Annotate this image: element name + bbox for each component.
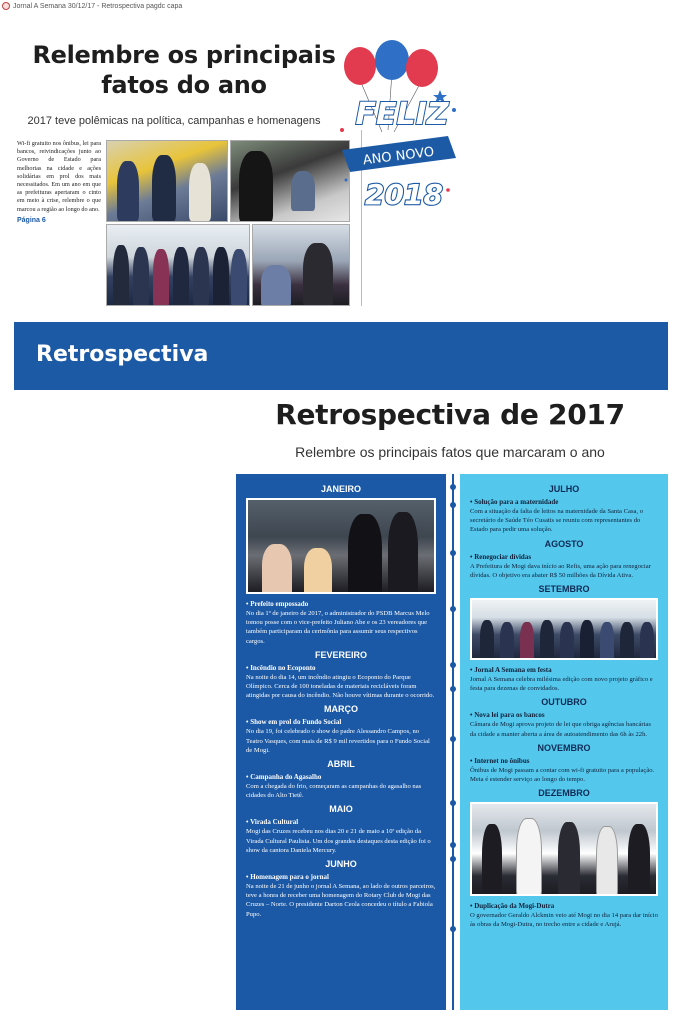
event-title: • Renegociar dívidas bbox=[470, 552, 532, 561]
cover-title bbox=[14, 40, 354, 100]
event-text: Mogi das Cruzes recebeu nos dias 20 e 21 de maio a 10ª edição da Virada Cultural Paulista. Um dos grandes destaques desta edição foi o show da cantora Daniela Mercury. bbox=[246, 828, 431, 854]
month-heading: AGOSTO bbox=[544, 538, 584, 549]
event-text: Ônibus de Mogi passam a contar com wi-fi gratuito para a população. Meta é estender serviço ao longo do tempo. bbox=[470, 766, 655, 784]
event-title: • Solução para a maternidade bbox=[470, 498, 559, 506]
event-title: • Campanha do Agasalho bbox=[246, 773, 322, 782]
browser-tab[interactable] bbox=[0, 0, 680, 12]
event-title: • Show em prol do Fundo Social bbox=[246, 718, 342, 727]
badge-feliz-text: FELIZ bbox=[355, 97, 449, 132]
timeline-left-column bbox=[236, 474, 446, 1010]
event-text: Câmara de Mogi aprova projeto de lei que obriga agências bancárias da cidade a manter aberta a área de autoatendimento das 6h às 22h. bbox=[470, 721, 651, 738]
timeline-dot bbox=[450, 484, 456, 490]
confetti-icon bbox=[340, 128, 344, 132]
photo-dezembro bbox=[470, 802, 658, 896]
event-text: No dia 1º de janeiro de 2017, o administrador do PSDB Marcus Melo tomou posse com o vice-prefeito Juliano Abe e os 23 vereadores que também participaram da cerimônia para assumir seus respectivos cargos. bbox=[246, 610, 430, 645]
timeline-dot bbox=[450, 856, 456, 862]
cover-page-link[interactable]: Página 6 bbox=[17, 217, 46, 224]
cover-title-line1: Relembre os principais bbox=[32, 41, 336, 69]
month-heading: DEZEMBRO bbox=[538, 788, 590, 799]
main-title: Retrospectiva de 2017 bbox=[275, 398, 625, 431]
section-band-title: Retrospectiva bbox=[36, 342, 209, 367]
timeline-dot bbox=[450, 926, 456, 932]
photo-janeiro bbox=[246, 498, 436, 594]
month-heading: MARÇO bbox=[324, 704, 358, 715]
event-text: O governador Geraldo Alckmin veio até Mogi no dia 14 para dar início às obras da Mogi-Dutra, no trecho entre a cidade e Arujá. bbox=[470, 912, 658, 929]
month-heading: JULHO bbox=[548, 484, 580, 494]
month-heading: SETEMBRO bbox=[538, 584, 590, 595]
event-title: • Incêndio no Ecoponto bbox=[246, 663, 316, 672]
event-text: A Prefeitura de Mogi dava início ao Refis, uma ação para renegociar dívidas. O objetivo era abater R$ 50 milhões da Dívida Ativa. bbox=[470, 562, 651, 579]
event-title: • Internet no ônibus bbox=[470, 756, 530, 765]
event-text: Com a chegada do frio, começaram as campanhas do agasalho nas cidades do Alto Tietê. bbox=[246, 783, 422, 800]
month-heading: MAIO bbox=[329, 804, 353, 815]
timeline-dot bbox=[450, 842, 456, 848]
timeline-dot bbox=[450, 502, 456, 508]
timeline-right-column bbox=[460, 474, 668, 1010]
photo-bus-wifi bbox=[106, 140, 228, 222]
event-text: No dia 19, foi celebrado o show do padre Alessandro Campos, no Teatro Vasques, com mais de R$ 9 mil revertidos para o Fundo Social de Mogi. bbox=[246, 728, 430, 754]
cover-subtitle: 2017 teve polêmicas na política, campanhas e homenagens bbox=[27, 115, 321, 127]
timeline-dot bbox=[450, 686, 456, 692]
event-title: • Duplicação da Mogi-Dutra bbox=[470, 902, 555, 911]
badge-year-text: 2018 bbox=[365, 178, 443, 211]
month-heading: NOVEMBRO bbox=[537, 742, 591, 753]
favicon-icon bbox=[2, 2, 10, 10]
timeline-dot bbox=[450, 550, 456, 556]
event-title: • Nova lei para os bancos bbox=[470, 711, 545, 720]
event-text: Com a situação da falta de leitos na maternidade da Santa Casa, o secretário de Saúde Téo Cusatis se reuniu com representantes do Estado para pedir uma solução. bbox=[470, 508, 644, 534]
timeline-dot bbox=[450, 662, 456, 668]
balloon-red-icon bbox=[344, 47, 376, 85]
cover-title-line2: fatos do ano bbox=[101, 71, 267, 99]
confetti-icon bbox=[446, 188, 450, 192]
confetti-icon bbox=[345, 179, 348, 182]
timeline-dot bbox=[450, 800, 456, 806]
timeline-dot bbox=[450, 736, 456, 742]
month-heading: ABRIL bbox=[327, 759, 355, 770]
event-title: • Virada Cultural bbox=[246, 818, 299, 827]
balloon-blue-icon bbox=[375, 40, 409, 80]
event-text: Jornal A Semana celebra milésima edição com novo projeto gráfico e festa para dezenas de convidados. bbox=[470, 676, 653, 693]
photo-setembro bbox=[470, 598, 658, 660]
badge-ano-novo-text: ANO NOVO bbox=[362, 144, 436, 169]
event-title: • Jornal A Semana em festa bbox=[470, 666, 552, 675]
timeline-dot bbox=[450, 606, 456, 612]
month-heading: FEVEREIRO bbox=[314, 649, 367, 660]
feliz-ano-novo-badge bbox=[330, 40, 470, 220]
confetti-icon bbox=[452, 108, 456, 112]
cover-intro-text: Wi-fi gratuito nos ônibus, lei para bancos, reivindicações junto ao Governo de Estado para melhorias na cidade e ações solidárias em prol dos mais necessitados. Em um ano em que as prefeituras apertaram o cinto em meio à crise, relembre o que marcou a região ao longo do ano. bbox=[17, 140, 101, 213]
event-title: • Homenagem para o jornal bbox=[246, 873, 329, 882]
event-title: • Prefeito empossado bbox=[246, 600, 309, 608]
photo-ceremony bbox=[252, 224, 350, 306]
month-heading: OUTUBRO bbox=[541, 697, 587, 708]
main-subtitle: Relembre os principais fatos que marcaram o ano bbox=[295, 444, 605, 460]
event-text: Na noite do dia 14, um incêndio atingiu o Ecoponto do Parque Olímpico. Cerca de 100 toneladas de materiais recicláveis foram atingidas por causa do incêndio. Não houve vítimas durante o ocorrido. bbox=[246, 673, 435, 700]
tab-title: Jornal A Semana 30/12/17 - Retrospectiva pagdc capa bbox=[13, 2, 183, 10]
month-heading: JUNHO bbox=[325, 859, 357, 870]
event-text: Na noite de 21 de junho o jornal A Semana, ao lado de outros parceiros, teve a honra de receber uma homenagem do Rotary Club de Mogi das Cruzes – Norte. O presidente Darton Ceola concedeu o título a Fabiola Pupo. bbox=[246, 883, 436, 918]
balloon-red-icon bbox=[406, 49, 438, 87]
month-heading: JANEIRO bbox=[320, 484, 361, 494]
photo-group bbox=[106, 224, 250, 306]
